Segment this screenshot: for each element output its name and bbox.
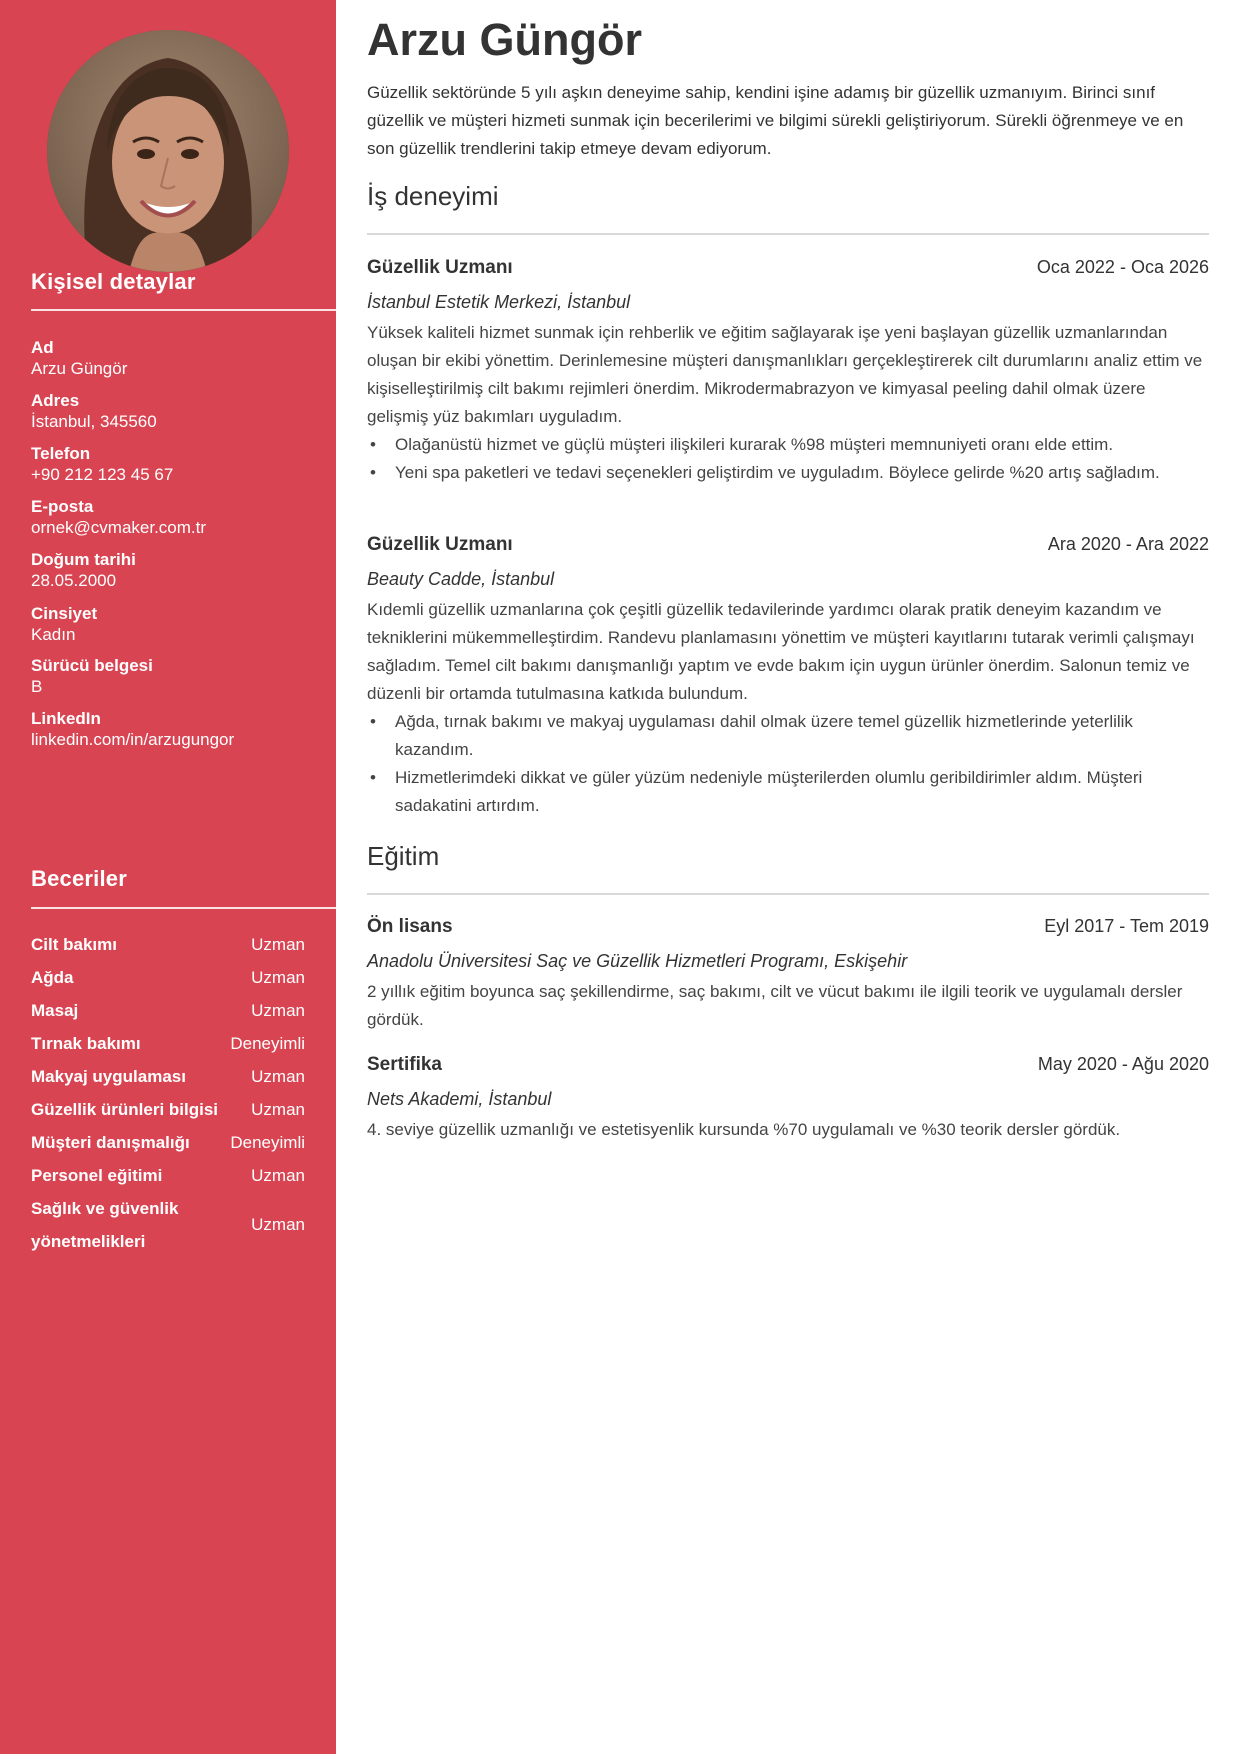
skill-level: Uzman	[251, 1215, 305, 1234]
education-entry	[367, 1054, 1209, 1144]
job-entry	[367, 257, 1209, 487]
skills-list	[31, 928, 305, 1258]
skill-item	[31, 1093, 305, 1126]
sidebar	[0, 0, 336, 1754]
job-date: Oca 2022 - Oca 2026	[1036, 257, 1209, 277]
detail-driving-license	[31, 655, 321, 698]
detail-value: İstanbul, 345560	[31, 412, 157, 431]
job-description: Kıdemli güzellik uzmanlarına çok çeşitli güzellik tedavilerinde yardımcı olarak pratik deneyim kazandım ve tekniklerini mükemmelleştirdim. Randevu planlamasını yönettim ve müşteri kayıtlarını tutarak verimli çalışmayı sağladım. Temel cilt bakımı danışmanlığı yaptım ve evde bakım için uygun ürünler önerdim. Salonun temiz ve düzenli bir ortamda tutulmasına katkıda bulundum.	[367, 600, 1195, 703]
skill-item	[31, 961, 305, 994]
education-description: 4. seviye güzellik uzmanlığı ve estetisyenlik kursunda %70 uygulamalı ve %30 teorik dersler gördük.	[367, 1120, 1121, 1139]
detail-value: 28.05.2000	[31, 571, 117, 590]
experience-heading: İş deneyimi	[367, 181, 499, 211]
skill-item	[31, 1192, 305, 1258]
job-date: Ara 2020 - Ara 2022	[1047, 534, 1209, 554]
detail-value: linkedin.com/in/arzugungor	[31, 730, 235, 749]
detail-label: Sürücü belgesi	[31, 656, 153, 675]
skill-name: Güzellik ürünleri bilgisi	[31, 1099, 219, 1119]
skills-divider	[31, 907, 336, 909]
detail-name	[31, 337, 321, 380]
detail-label: Adres	[31, 391, 80, 410]
skill-level: Uzman	[251, 1165, 305, 1185]
skill-item	[31, 1060, 305, 1093]
skill-item	[31, 928, 305, 961]
skill-name: Personel eğitimi	[31, 1165, 163, 1185]
job-title: Güzellik Uzmanı	[367, 534, 513, 555]
detail-label: Cinsiyet	[31, 604, 98, 623]
candidate-name: Arzu Güngör	[367, 14, 642, 65]
personal-details-heading: Kişisel detaylar	[31, 269, 196, 294]
education-date: May 2020 - Ağu 2020	[1037, 1054, 1209, 1074]
job-achievements	[367, 431, 1209, 487]
job-organization: Beauty Cadde, İstanbul	[367, 569, 555, 589]
detail-phone	[31, 443, 321, 486]
skill-level: Deneyimli	[230, 1033, 305, 1053]
education-divider	[367, 893, 1209, 895]
profile-summary: Güzellik sektöründe 5 yılı aşkın deneyime sahip, kendini işine adamış bir güzellik uzmanıyım. Birinci sınıf güzellik ve müşteri hizmeti sunmak için becerilerimi ve bilgimi sürekli geliştiriyorum. Sürekli öğrenmeye ve en son güzellik trendlerini takip etmeye devam ediyorum.	[367, 83, 1184, 158]
detail-value: ornek@cvmaker.com.tr	[31, 518, 207, 537]
skill-level: Uzman	[251, 1066, 305, 1086]
detail-email	[31, 496, 321, 539]
experience-divider	[367, 233, 1209, 235]
education-institution: Anadolu Üniversitesi Saç ve Güzellik Hizmetleri Programı, Eskişehir	[367, 951, 908, 971]
detail-address	[31, 390, 321, 433]
skill-item	[31, 1159, 305, 1192]
job-description: Yüksek kaliteli hizmet sunmak için rehberlik ve eğitim sağlayarak işe yeni başlayan güzellik uzmanlarından oluşan bir ekibi yönettim. Derinlemesine müşteri danışmanlıkları gerçekleştirerek cilt durumlarını analiz ettim ve kişiselleştirilmiş cilt bakımı rejimleri önerdim. Mikrodermabrazyon ve kimyasal peeling dahil olmak üzere gelişmiş yüz bakımları uyguladım.	[367, 323, 1203, 426]
detail-value: Arzu Güngör	[31, 359, 128, 378]
personal-details-divider	[31, 309, 336, 311]
skill-name: Sağlık ve güvenlik yönetmelikleri	[31, 1199, 179, 1251]
skills-heading: Beceriler	[31, 866, 127, 891]
education-institution: Nets Akademi, İstanbul	[367, 1089, 552, 1109]
skill-name: Cilt bakımı	[31, 934, 117, 954]
detail-linkedin	[31, 708, 321, 751]
education-title: Ön lisans	[367, 916, 453, 937]
job-achievements	[367, 708, 1209, 820]
profile-photo	[47, 30, 289, 272]
detail-value: B	[31, 677, 43, 696]
skill-name: Makyaj uygulaması	[31, 1066, 186, 1086]
achievement-item: • Ağda, tırnak bakımı ve makyaj uygulaması dahil olmak üzere temel güzellik hizmetlerinde yeterlilik kazandım.	[367, 708, 1209, 764]
skill-item	[31, 994, 305, 1027]
education-heading: Eğitim	[367, 841, 440, 871]
detail-label: LinkedIn	[31, 709, 101, 728]
skill-level: Deneyimli	[230, 1132, 305, 1152]
achievement-item: • Olağanüstü hizmet ve güçlü müşteri ilişkileri kurarak %98 müşteri memnuniyeti oranı elde ettim.	[367, 431, 1209, 459]
detail-label: Ad	[31, 338, 54, 357]
skill-item	[31, 1126, 305, 1159]
skill-name: Ağda	[31, 967, 74, 987]
skill-item	[31, 1027, 305, 1060]
education-entry	[367, 916, 1209, 1034]
skill-name: Masaj	[31, 1000, 79, 1020]
education-date: Eyl 2017 - Tem 2019	[1044, 916, 1209, 936]
detail-gender	[31, 603, 321, 646]
job-title: Güzellik Uzmanı	[367, 257, 513, 278]
achievement-item: • Hizmetlerimdeki dikkat ve güler yüzüm nedeniyle müşterilerden olumlu geribildirimler aldım. Müşteri sadakatini artırdım.	[367, 764, 1209, 820]
detail-value: Kadın	[31, 625, 76, 644]
skill-level: Uzman	[251, 967, 305, 987]
job-organization: İstanbul Estetik Merkezi, İstanbul	[367, 292, 631, 312]
skill-name: Tırnak bakımı	[31, 1033, 141, 1053]
skill-level: Uzman	[251, 1000, 305, 1020]
education-title: Sertifika	[367, 1054, 442, 1075]
job-entry	[367, 534, 1209, 820]
skill-level: Uzman	[251, 934, 305, 954]
detail-label: Telefon	[31, 444, 91, 463]
skill-level: Uzman	[251, 1099, 305, 1119]
detail-label: E-posta	[31, 497, 94, 516]
detail-label: Doğum tarihi	[31, 550, 136, 569]
portrait-illustration	[47, 30, 289, 272]
skill-name: Müşteri danışmalığı	[31, 1132, 190, 1152]
detail-value: +90 212 123 45 67	[31, 465, 174, 484]
achievement-item: • Yeni spa paketleri ve tedavi seçenekleri geliştirdim ve uyguladım. Böylece gelirde %20 artış sağladım.	[367, 459, 1209, 487]
education-description: 2 yıllık eğitim boyunca saç şekillendirme, saç bakımı, cilt ve vücut bakımı ile ilgili teorik ve uygulamalı dersler gördük.	[367, 982, 1183, 1029]
detail-birthdate	[31, 549, 321, 592]
